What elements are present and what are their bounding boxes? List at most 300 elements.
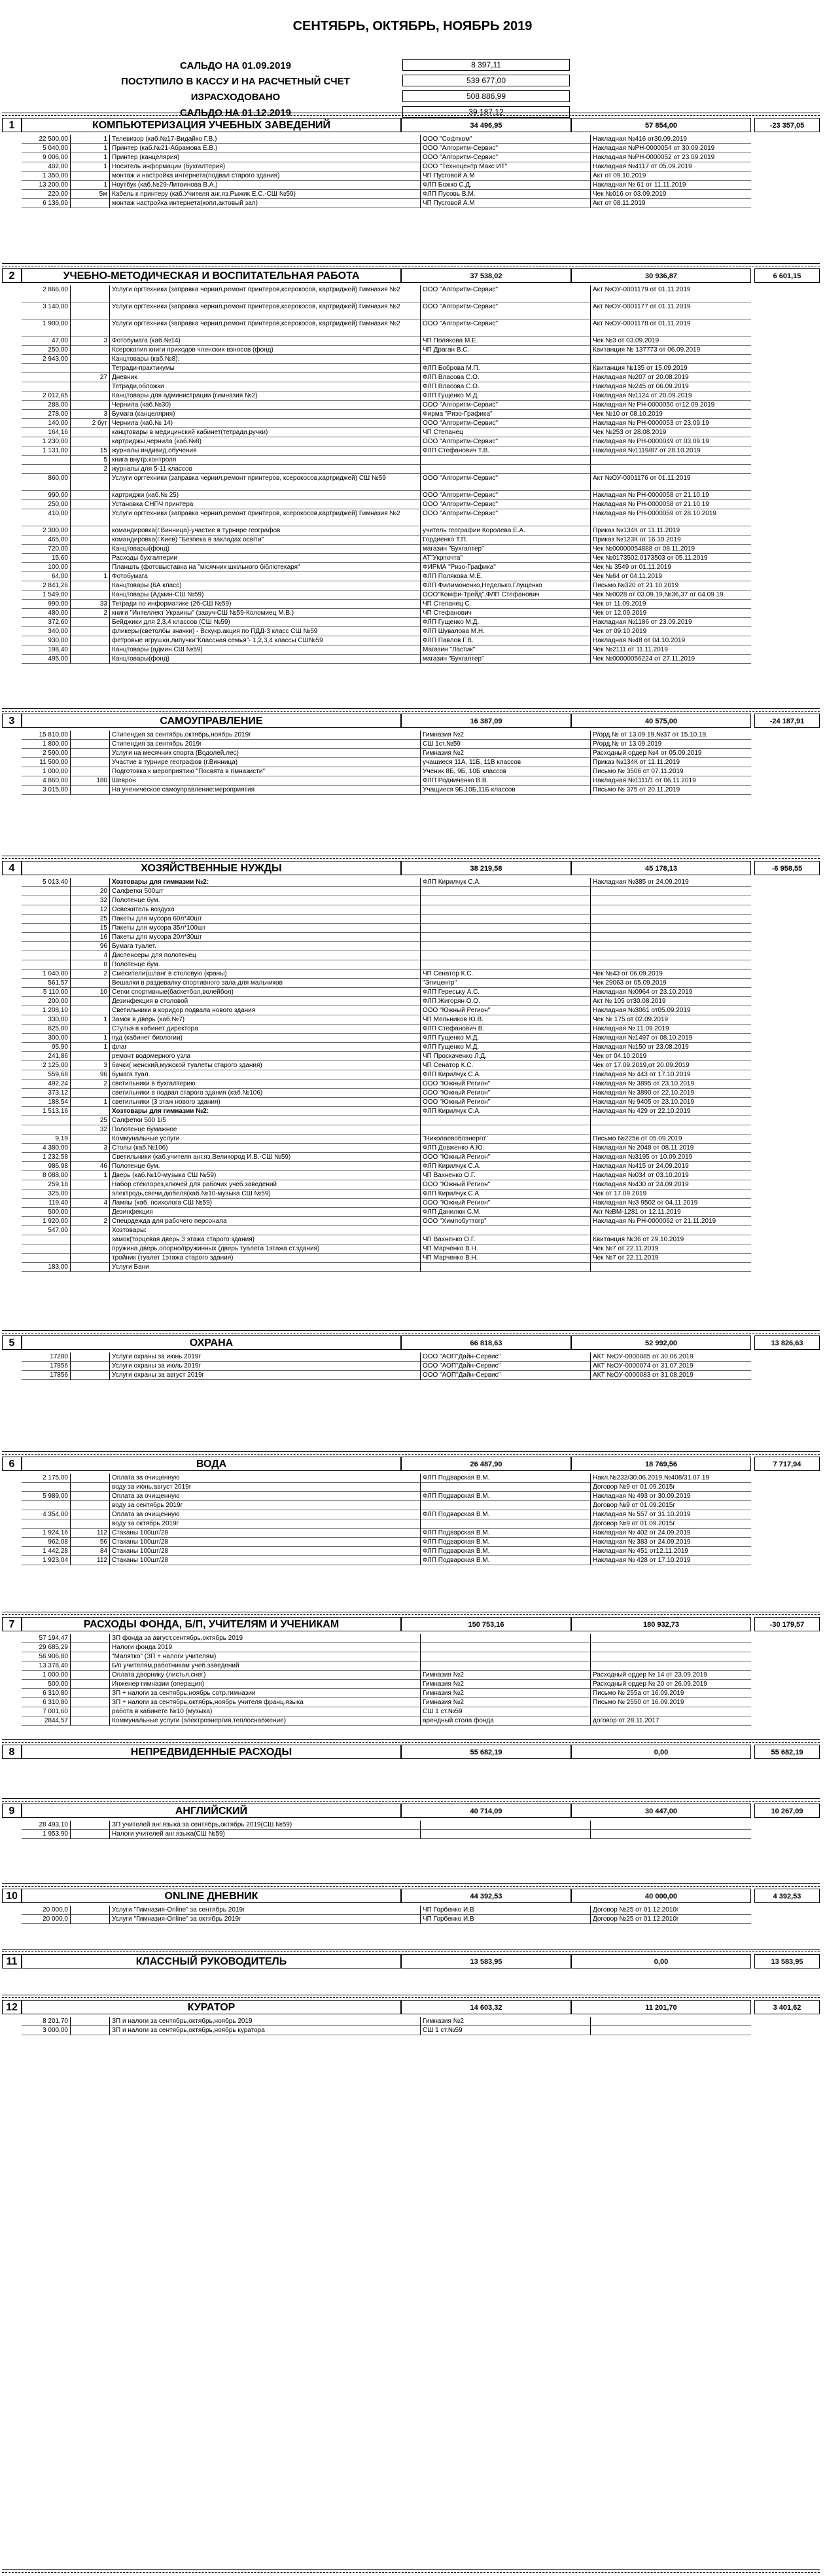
supplier-cell: "Эпицентр": [421, 979, 591, 988]
table-row: [22, 1107, 751, 1116]
amount-cell: 500,00: [22, 1208, 71, 1217]
description-cell: ремонт водомерного узла: [110, 1052, 421, 1061]
quantity-cell: [71, 1830, 110, 1839]
document-cell: [591, 1125, 751, 1134]
section-total-income: 45 178,13: [571, 861, 751, 875]
description-cell: картриджы,чернила (каб.№8): [110, 437, 421, 446]
description-cell: фликеры(светолбы значки) - Вскукр.акция по ПДД-3 класс СШ №59: [110, 627, 421, 636]
section-divider: [2, 263, 820, 264]
document-cell: Договор №25 от 01.12.2010г: [591, 1906, 751, 1915]
description-cell: воду за сентябрь 2019г: [110, 1501, 421, 1510]
document-cell: Договор №9 от 01.09.2015г: [591, 1483, 751, 1492]
document-cell: Накладная № 451 от12.11.2019: [591, 1547, 751, 1556]
amount-cell: 1 230,00: [22, 437, 71, 446]
supplier-cell: ФЛП Подварская В.М.: [421, 1556, 591, 1565]
document-cell: Расходный ордер № 20 от 26.09.2019: [591, 1680, 751, 1689]
table-row: [22, 446, 751, 456]
supplier-cell: ООО "Алгоритм-Сервис": [421, 509, 591, 526]
supplier-cell: ЧП Драган В.С.: [421, 346, 591, 355]
quantity-cell: [71, 1244, 110, 1254]
section-title: АНГЛИЙСКИЙ: [22, 1804, 401, 1818]
table-row: [22, 1180, 751, 1189]
section-number: 1: [2, 118, 22, 132]
table-row: [22, 1707, 751, 1716]
description-cell: ЗП фонда за август,сентябрь,октябрь 2019: [110, 1634, 421, 1643]
table-row: [22, 535, 751, 545]
supplier-cell: ООО "Южный Регион": [421, 1089, 591, 1098]
section-total-income: 30 936,87: [571, 268, 751, 283]
document-cell: [591, 1116, 751, 1125]
quantity-cell: [71, 1263, 110, 1272]
description-cell: Салфетки 500шт: [110, 887, 421, 896]
supplier-cell: ФЛП Кирилчук С.А.: [421, 878, 591, 887]
amount-cell: 6 136,00: [22, 199, 71, 208]
supplier-cell: [421, 1830, 591, 1839]
quantity-cell: [71, 1510, 110, 1519]
supplier-cell: Гимназия №2: [421, 1698, 591, 1707]
description-cell: Фотобумага: [110, 572, 421, 581]
quantity-cell: [71, 1680, 110, 1689]
quantity-cell: [71, 636, 110, 645]
section-divider: [2, 1886, 820, 1887]
amount-cell: 720,00: [22, 545, 71, 554]
quantity-cell: [71, 1208, 110, 1217]
document-cell: Накладная № 2048 от 08.11.2019: [591, 1144, 751, 1153]
description-cell: пружина дверь,опорно/пружинных (дверь туалета 1этажа ст.здания): [110, 1244, 421, 1254]
amount-cell: [22, 456, 71, 465]
supplier-cell: ЧП Проскаченко Л.Д.: [421, 1052, 591, 1061]
table-row: [22, 590, 751, 600]
quantity-cell: 1: [71, 1043, 110, 1052]
section-total-expense: 40 714,09: [401, 1804, 571, 1818]
quantity-cell: [71, 997, 110, 1006]
supplier-cell: ООО "АОП"Дайн-Сервис": [421, 1362, 591, 1371]
amount-cell: 4 380,00: [22, 1144, 71, 1153]
document-cell: Накладная №245 от 06.09.2019: [591, 382, 751, 391]
document-cell: Накладная № РН-0000050 от12.09.2019: [591, 401, 751, 410]
document-cell: Накладная № 383 от 24.09.2019: [591, 1538, 751, 1547]
quantity-cell: [71, 878, 110, 887]
section-balance: -23 357,05: [754, 118, 820, 132]
section-title: НЕПРЕДВИДЕННЫЕ РАСХОДЫ: [22, 1745, 401, 1759]
table-row: [22, 749, 751, 758]
supplier-cell: ЧП Вахненко О.Г.: [421, 1171, 591, 1180]
section-number: 6: [2, 1457, 22, 1471]
amount-cell: 990,00: [22, 600, 71, 609]
description-cell: Ксерокопия книги приходов членских взносов (фонд): [110, 346, 421, 355]
document-cell: Накладная № РН-0000058 от 21.10.19: [591, 491, 751, 500]
supplier-cell: [421, 456, 591, 465]
summary-label: САЛЬДО НА 01.09.2019: [179, 60, 291, 71]
document-cell: Накладная №3061 от05.09.2019: [591, 1006, 751, 1015]
table-row: [22, 500, 751, 509]
document-cell: Накладная № 3890 от 22.10.2019: [591, 1089, 751, 1098]
section-total-expense: 38 219,58: [401, 861, 571, 875]
table-row: [22, 1006, 751, 1015]
table-row: [22, 1199, 751, 1208]
table-row: [22, 391, 751, 401]
supplier-cell: Учащиеся 9Б,10Б,11Б классов: [421, 786, 591, 795]
supplier-cell: ООО "Алгоритм-Сервис": [421, 285, 591, 302]
supplier-cell: Гимназия №2: [421, 749, 591, 758]
quantity-cell: 32: [71, 1125, 110, 1134]
section-total-expense: 150 753,16: [401, 1617, 571, 1631]
document-cell: Письмо № 255а от 16.09.2019: [591, 1689, 751, 1698]
document-cell: [591, 1643, 751, 1652]
supplier-cell: ООО "Алгоритм-Сервис": [421, 491, 591, 500]
supplier-cell: ФЛП Гущенко М.Д.: [421, 1034, 591, 1043]
amount-cell: 1 350,00: [22, 172, 71, 181]
amount-cell: 22 500,00: [22, 135, 71, 144]
table-row: [22, 135, 751, 144]
document-cell: Чек от 12.09.2019: [591, 609, 751, 618]
section-header: [2, 1617, 820, 1631]
document-cell: Чек №10 от 08.10.2019: [591, 410, 751, 419]
section-balance: 6 601,15: [754, 268, 820, 283]
table-row: [22, 1671, 751, 1680]
document-cell: [591, 2026, 751, 2035]
table-row: [22, 1116, 751, 1125]
document-cell: Накладная №4117 от 05.09.2019: [591, 162, 751, 172]
supplier-cell: ЧП Марченко В.Н.: [421, 1254, 591, 1263]
quantity-cell: [71, 1661, 110, 1671]
quantity-cell: [71, 1006, 110, 1015]
description-cell: "Малятко" (ЗП + налоги учителям): [110, 1652, 421, 1661]
supplier-cell: ФЛП Власова С.О.: [421, 382, 591, 391]
table-row: [22, 1125, 751, 1134]
supplier-cell: ООО "Южный Регион": [421, 1153, 591, 1162]
description-cell: Полотенце бум.: [110, 896, 421, 905]
amount-cell: 8 088,00: [22, 1171, 71, 1180]
quantity-cell: [71, 526, 110, 535]
table-row: [22, 1716, 751, 1726]
table-row: [22, 1538, 751, 1547]
table-row: [22, 970, 751, 979]
supplier-cell: [421, 1483, 591, 1492]
document-cell: [591, 1821, 751, 1830]
supplier-cell: [421, 1501, 591, 1510]
amount-cell: [22, 1125, 71, 1134]
section-total-expense: 14 603,32: [401, 2000, 571, 2014]
description-cell: Оплата за очищенную: [110, 1510, 421, 1519]
description-cell: Услуги оргтехники (заправка чернил,ремонт принтеров,ксерокосов, картриджей) Гимназия №2: [110, 319, 421, 336]
description-cell: Услуги на месячник спорта (Водолей,лес): [110, 749, 421, 758]
description-cell: Ноутбук (каб.№29-Литвинова В.А.): [110, 181, 421, 190]
quantity-cell: [71, 1089, 110, 1098]
table-row: [22, 1547, 751, 1556]
amount-cell: 13 200,00: [22, 181, 71, 190]
document-cell: Акт №ОУ-0001178 от 01.11.2019: [591, 319, 751, 336]
document-cell: Накладная №1497 от 08.10.2019: [591, 1034, 751, 1043]
quantity-cell: [71, 1821, 110, 1830]
supplier-cell: арендный стола фонда: [421, 1716, 591, 1726]
table-row: [22, 1079, 751, 1089]
amount-cell: [22, 1254, 71, 1263]
amount-cell: 20 000,0: [22, 1906, 71, 1915]
supplier-cell: СШ 1 ст.№59: [421, 2026, 591, 2035]
supplier-cell: [421, 1634, 591, 1643]
summary-value: 539 677,00: [402, 75, 570, 86]
document-cell: [591, 1830, 751, 1839]
quantity-cell: 20: [71, 887, 110, 896]
table-row: [22, 997, 751, 1006]
supplier-cell: АТ"Укрпочта": [421, 554, 591, 563]
description-cell: Диспенсеры для полотенец: [110, 951, 421, 960]
amount-cell: 1 000,00: [22, 1671, 71, 1680]
section-balance: 55 682,19: [754, 1745, 820, 1759]
quantity-cell: [71, 1652, 110, 1661]
document-cell: Акт №ОУ-0001176 от 01.11.2019: [591, 474, 751, 491]
amount-cell: 1 924,16: [22, 1529, 71, 1538]
document-cell: Чек № 3549 от 01.11.2019: [591, 563, 751, 572]
amount-cell: 492,24: [22, 1079, 71, 1089]
document-cell: Накладная №1119/87 от 28.10.2019: [591, 446, 751, 456]
supplier-cell: учащиеся 11А, 11Б, 11В классов: [421, 758, 591, 767]
table-row: [22, 731, 751, 740]
amount-cell: [22, 887, 71, 896]
table-row: [22, 1483, 751, 1492]
amount-cell: 340,00: [22, 627, 71, 636]
description-cell: Подготовка к мероприятию "Посвята в гімназисти": [110, 767, 421, 776]
supplier-cell: ООО "АОП"Дайн-Сервис": [421, 1371, 591, 1380]
supplier-cell: [421, 887, 591, 896]
description-cell: Расходы бухгалтерии: [110, 554, 421, 563]
quantity-cell: 96: [71, 1070, 110, 1079]
amount-cell: [22, 933, 71, 942]
supplier-cell: ФЛП Власова С.О.: [421, 373, 591, 382]
section-header: [2, 1745, 820, 1759]
quantity-cell: 2 бут: [71, 419, 110, 428]
quantity-cell: 1: [71, 1098, 110, 1107]
amount-cell: 2 866,00: [22, 285, 71, 302]
section-total-income: 57 854,00: [571, 118, 751, 132]
document-cell: Письмо № 375 от 20.11.2019: [591, 786, 751, 795]
section-title: РАСХОДЫ ФОНДА, Б/П, УЧИТЕЛЯМ И УЧЕНИКАМ: [22, 1617, 401, 1631]
quantity-cell: [71, 731, 110, 740]
section-balance: -30 179,57: [754, 1617, 820, 1631]
table-row: [22, 1061, 751, 1070]
table-row: [22, 1015, 751, 1025]
amount-cell: [22, 1483, 71, 1492]
table-row: [22, 740, 751, 749]
description-cell: Пакеты для мусора 35л*100шт: [110, 924, 421, 933]
supplier-cell: ООО "Алгоритм-Сервис": [421, 144, 591, 153]
table-row: [22, 190, 751, 199]
quantity-cell: [71, 285, 110, 302]
section-total-expense: 16 387,09: [401, 714, 571, 728]
description-cell: Замок в дверь (каб.№7): [110, 1015, 421, 1025]
supplier-cell: ФЛП Полякова М.Е.: [421, 572, 591, 581]
table-row: [22, 960, 751, 970]
section-header: [2, 1335, 820, 1350]
amount-cell: 164,16: [22, 428, 71, 437]
section-header: [2, 714, 820, 728]
description-cell: ЗП учителей анг.языка за сентябрь,октябрь 2019(СШ №59): [110, 1821, 421, 1830]
document-cell: Акт № 105 от30.08.2019: [591, 997, 751, 1006]
table-row: [22, 172, 751, 181]
amount-cell: 5 989,00: [22, 1492, 71, 1501]
supplier-cell: [421, 951, 591, 960]
amount-cell: 11 500,00: [22, 758, 71, 767]
amount-cell: 300,00: [22, 1034, 71, 1043]
document-cell: [591, 887, 751, 896]
document-cell: Чек № 175 от 02.09.2019: [591, 1015, 751, 1025]
amount-cell: [22, 1501, 71, 1510]
supplier-cell: ФЛП Стефанович Т.В.: [421, 446, 591, 456]
table-row: [22, 1906, 751, 1915]
table-row: [22, 474, 751, 491]
amount-cell: 28 493,10: [22, 1821, 71, 1830]
description-cell: Тетради-практикумы: [110, 364, 421, 373]
table-row: [22, 1171, 751, 1180]
amount-cell: 198,40: [22, 645, 71, 655]
document-cell: Накладная №3195 от 10.09.2019: [591, 1153, 751, 1162]
description-cell: Участие в турнире географов (г.Винница): [110, 758, 421, 767]
amount-cell: 330,00: [22, 1015, 71, 1025]
table-row: [22, 1098, 751, 1107]
quantity-cell: 25: [71, 1116, 110, 1125]
quantity-cell: [71, 391, 110, 401]
table-row: [22, 767, 751, 776]
supplier-cell: ФЛП Кирилчук С.А.: [421, 1162, 591, 1171]
supplier-cell: ЧП Степанец С.: [421, 600, 591, 609]
quantity-cell: 56: [71, 1538, 110, 1547]
description-cell: Светильники (каб.учителя анг.яз.Великород И.В.-СШ №59): [110, 1153, 421, 1162]
supplier-cell: "Николаевоблэнерго": [421, 1134, 591, 1144]
description-cell: светильники в бухгалтерию: [110, 1079, 421, 1089]
supplier-cell: ФЛП Родниченко В.В.: [421, 776, 591, 786]
description-cell: монтаж и настройка интернета(подвал старого здания): [110, 172, 421, 181]
amount-cell: [22, 465, 71, 474]
description-cell: Дневник: [110, 373, 421, 382]
document-cell: [591, 1652, 751, 1661]
amount-cell: 183,00: [22, 1263, 71, 1272]
table-row: [22, 1643, 751, 1652]
table-row: [22, 1208, 751, 1217]
table-row: [22, 1052, 751, 1061]
supplier-cell: ООО "Южный Регион": [421, 1180, 591, 1189]
supplier-cell: ООО "Алгоритм-Сервис": [421, 319, 591, 336]
supplier-cell: ФЛП Гущенко М.Д.: [421, 1043, 591, 1052]
table-row: [22, 924, 751, 933]
description-cell: Пакеты для мусора 60л*40шт: [110, 915, 421, 924]
supplier-cell: ООО "Алгоритм-Сервис": [421, 302, 591, 319]
supplier-cell: [421, 905, 591, 915]
section-balance: 7 717,94: [754, 1457, 820, 1471]
quantity-cell: [71, 1643, 110, 1652]
description-cell: Хозтовары:: [110, 1226, 421, 1235]
quantity-cell: 2: [71, 465, 110, 474]
quantity-cell: [71, 1707, 110, 1716]
table-row: [22, 1235, 751, 1244]
supplier-cell: ООО "Южный Регион": [421, 1098, 591, 1107]
supplier-cell: Гимназия №2: [421, 1689, 591, 1698]
quantity-cell: [71, 2026, 110, 2035]
amount-cell: 860,00: [22, 474, 71, 491]
amount-cell: 241,86: [22, 1052, 71, 1061]
document-cell: Письмо № 2550 от 16.09.2019: [591, 1698, 751, 1707]
supplier-cell: [421, 1116, 591, 1125]
section-total-income: 11 201,70: [571, 2000, 751, 2014]
summary-label: САЛЬДО НА 01.12.2019: [179, 107, 291, 118]
quantity-cell: 3: [71, 410, 110, 419]
table-row: [22, 618, 751, 627]
quantity-cell: [71, 767, 110, 776]
table-row: [22, 1915, 751, 1924]
document-cell: [591, 1707, 751, 1716]
quantity-cell: 3: [71, 1144, 110, 1153]
quantity-cell: 1: [71, 153, 110, 162]
description-cell: Стаканы 100шт/28: [110, 1529, 421, 1538]
quantity-cell: [71, 382, 110, 391]
section-total-expense: 37 538,02: [401, 268, 571, 283]
summary-value: 508 886,99: [402, 90, 570, 102]
document-cell: [591, 1226, 751, 1235]
table-row: [22, 1043, 751, 1052]
quantity-cell: 15: [71, 446, 110, 456]
document-cell: Накладная № РН-0000062 от 21.11.2019: [591, 1217, 751, 1226]
section-number: 11: [2, 1954, 22, 1968]
amount-cell: 119,40: [22, 1199, 71, 1208]
table-row: [22, 645, 751, 655]
description-cell: светильники в подвал старого здания (каб.№106): [110, 1089, 421, 1098]
description-cell: Услуги "Гимназия-Online" за октябрь 2019г: [110, 1915, 421, 1924]
description-cell: Полотенце бум.: [110, 1162, 421, 1171]
quantity-cell: [71, 545, 110, 554]
amount-cell: 20 000,0: [22, 1915, 71, 1924]
section-number: 2: [2, 268, 22, 283]
document-cell: Накладная № 11.09.2019: [591, 1025, 751, 1034]
document-cell: Чек №0173502,0173503 от 05.11.2019: [591, 554, 751, 563]
amount-cell: 3 140,00: [22, 302, 71, 319]
document-cell: Накладная № 9405 от 23.10.2019: [591, 1098, 751, 1107]
table-row: [22, 1034, 751, 1043]
description-cell: Бумага (канцелярия): [110, 410, 421, 419]
document-cell: Накладная № 61 от 11.11.2019: [591, 181, 751, 190]
supplier-cell: ЧП Горбенко И.В: [421, 1906, 591, 1915]
table-row: [22, 1244, 751, 1254]
quantity-cell: [71, 1254, 110, 1263]
supplier-cell: [421, 942, 591, 951]
quantity-cell: [71, 1352, 110, 1362]
supplier-cell: ЧП Стефанович: [421, 609, 591, 618]
section-total-expense: 13 583,95: [401, 1954, 571, 1968]
table-row: [22, 1362, 751, 1371]
description-cell: Канцтовары (6А класс): [110, 581, 421, 590]
document-cell: Накладная № 3895 от 23.10.2019: [591, 1079, 751, 1089]
table-row: [22, 758, 751, 767]
quantity-cell: [71, 500, 110, 509]
table-row: [22, 428, 751, 437]
description-cell: Стипендия за сентябрь 2019г: [110, 740, 421, 749]
document-cell: Акт №ВМ-1281 от 12.11.2019: [591, 1208, 751, 1217]
document-cell: Накладная №207 от 20.08.2019: [591, 373, 751, 382]
quantity-cell: 2: [71, 1079, 110, 1089]
description-cell: Услуги Бани: [110, 1263, 421, 1272]
section-divider: [2, 1614, 820, 1615]
quantity-cell: 2: [71, 970, 110, 979]
amount-cell: 480,00: [22, 609, 71, 618]
quantity-cell: [71, 749, 110, 758]
amount-cell: 410,00: [22, 509, 71, 526]
supplier-cell: ФЛП Гереську А.С.: [421, 988, 591, 997]
amount-cell: 2 590,00: [22, 749, 71, 758]
document-cell: АКТ №ОУ-0000083 от 31.08.2019: [591, 1371, 751, 1380]
amount-cell: 1 920,00: [22, 1217, 71, 1226]
supplier-cell: ЧП Пусговой А.М: [421, 172, 591, 181]
amount-cell: [22, 915, 71, 924]
amount-cell: 930,00: [22, 636, 71, 645]
